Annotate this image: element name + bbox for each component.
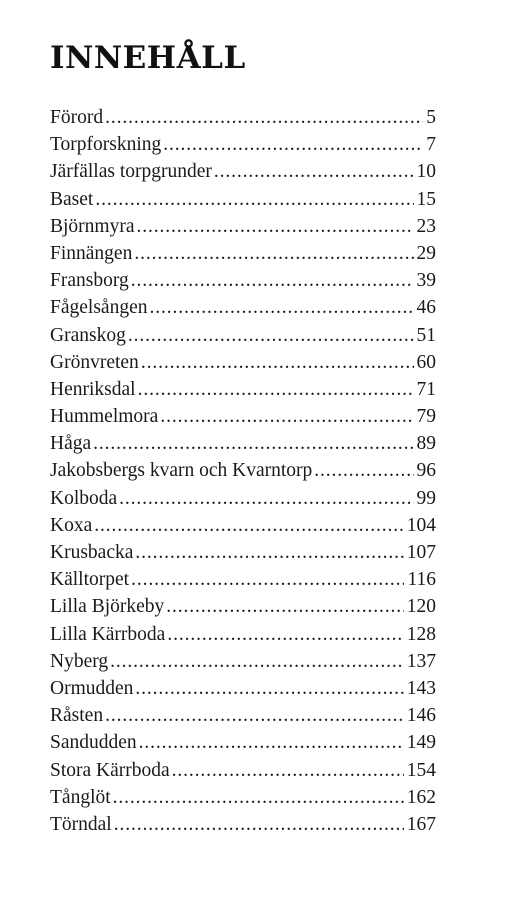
dot-leader — [166, 596, 403, 618]
toc-entry — [50, 460, 436, 487]
toc-entry — [50, 161, 436, 188]
toc-entry-page-number: 15 — [416, 188, 436, 210]
dot-leader — [149, 297, 413, 319]
dot-leader — [138, 379, 414, 401]
toc-entry — [50, 433, 436, 460]
toc-entry-title: Björnmyra — [50, 215, 135, 237]
toc-entry — [50, 705, 436, 732]
toc-entry-title: Törndal — [50, 813, 112, 835]
dot-leader — [160, 406, 413, 428]
toc-entry — [50, 189, 436, 216]
toc-entry-page-number: 46 — [416, 297, 436, 319]
dot-leader — [128, 325, 414, 347]
toc-entry-page-number: 137 — [406, 650, 436, 672]
toc-entry-page-number: 120 — [406, 596, 436, 618]
toc-entry-page-number: 149 — [406, 732, 436, 754]
toc-entry — [50, 406, 436, 433]
toc-entry-page-number: 51 — [416, 324, 436, 346]
toc-entry — [50, 760, 436, 787]
dot-leader — [136, 216, 413, 238]
toc-entry-page-number: 107 — [406, 542, 436, 563]
dot-leader — [94, 515, 404, 537]
toc-entry — [50, 814, 436, 841]
toc-entry-title: Sandudden — [50, 732, 137, 754]
toc-entry-title: Koxa — [50, 514, 93, 536]
dot-leader — [135, 678, 403, 700]
toc-entry-title: Hummelmora — [50, 406, 159, 428]
toc-entry-page-number: 71 — [416, 378, 436, 400]
dot-leader — [139, 732, 404, 754]
dot-leader — [141, 352, 414, 374]
toc-entry — [50, 379, 436, 406]
dot-leader — [172, 760, 404, 782]
toc-entry-title: Råsten — [50, 705, 104, 727]
toc-entry-title: Lilla Björkeby — [50, 596, 165, 618]
toc-entry-page-number: 143 — [406, 677, 436, 699]
toc-entry-page-number: 60 — [416, 351, 436, 373]
dot-leader — [314, 460, 413, 482]
toc-entry — [50, 352, 436, 379]
toc-entry-title: Fågelsången — [50, 297, 148, 319]
toc-entry-page-number: 89 — [416, 433, 436, 455]
dot-leader — [105, 705, 404, 727]
toc-entry-page-number: 116 — [407, 569, 436, 591]
toc-entry-page-number: 96 — [416, 460, 436, 482]
toc-entry-page-number: 99 — [416, 487, 436, 509]
toc-entry-title: Järfällas torpgrunder — [50, 161, 212, 183]
dot-leader — [131, 270, 414, 292]
dot-leader — [114, 814, 404, 836]
toc-entry-title: Granskog — [50, 324, 126, 346]
toc-entry — [50, 732, 436, 759]
toc-entry-page-number: 162 — [406, 786, 436, 808]
toc-entry — [50, 787, 436, 814]
toc-entry — [50, 243, 436, 270]
toc-entry — [50, 596, 436, 623]
toc-entry-title: Tånglöt — [50, 786, 111, 808]
toc-entry — [50, 488, 436, 515]
toc-entry-page-number: 154 — [406, 759, 436, 781]
toc-entry-page-number: 5 — [426, 107, 436, 128]
toc-entry-page-number: 104 — [406, 514, 436, 536]
toc-entry-page-number: 10 — [416, 161, 436, 183]
toc-entry-title: Henriksdal — [50, 378, 136, 400]
toc-entry — [50, 107, 436, 134]
toc-entry — [50, 297, 436, 324]
dot-leader — [214, 161, 414, 183]
toc-entry-page-number: 167 — [406, 813, 436, 835]
toc-entry-title: Förord — [50, 107, 104, 128]
dot-leader — [134, 243, 413, 265]
dot-leader — [135, 542, 403, 564]
toc-entry-title: Ormudden — [50, 677, 134, 699]
toc-entry-title: Lilla Kärrboda — [50, 623, 166, 645]
dot-leader — [167, 624, 403, 646]
page-title: INNEHÅLL — [50, 40, 246, 76]
toc-entry — [50, 624, 436, 651]
dot-leader — [110, 651, 404, 673]
toc-entry-page-number: 79 — [416, 406, 436, 428]
dot-leader — [105, 107, 423, 129]
toc-entry — [50, 134, 436, 161]
dot-leader — [113, 787, 404, 809]
dot-leader — [119, 488, 413, 510]
toc-entry-page-number: 23 — [416, 215, 436, 237]
dot-leader — [93, 433, 413, 455]
toc-entry-title: Torpforskning — [50, 134, 162, 156]
toc-entry — [50, 651, 436, 678]
toc-entry-page-number: 29 — [416, 242, 436, 264]
toc-entry-title: Kolboda — [50, 487, 118, 509]
toc-entry — [50, 515, 436, 542]
dot-leader — [131, 569, 404, 591]
toc-entry — [50, 569, 436, 596]
toc-entry — [50, 678, 436, 705]
toc-entry — [50, 216, 436, 243]
dot-leader — [163, 134, 423, 156]
toc-entry-title: Stora Kärrboda — [50, 759, 170, 781]
toc-entry-title: Fransborg — [50, 270, 129, 292]
toc-entry-title: Krusbacka — [50, 542, 134, 563]
toc-entry-page-number: 39 — [416, 270, 436, 292]
toc-entry — [50, 542, 436, 569]
toc-entry — [50, 325, 436, 352]
toc-entry-title: Baset — [50, 188, 94, 210]
table-of-contents — [50, 107, 436, 841]
toc-entry-title: Finnängen — [50, 242, 133, 264]
toc-entry — [50, 270, 436, 297]
toc-entry-title: Jakobsbergs kvarn och Kvarntorp — [50, 460, 313, 482]
toc-entry-page-number: 146 — [406, 705, 436, 727]
toc-entry-title: Grönvreten — [50, 351, 139, 373]
toc-entry-title: Källtorpet — [50, 569, 130, 591]
toc-entry-title: Nyberg — [50, 650, 109, 672]
toc-entry-title: Håga — [50, 433, 92, 455]
toc-entry-page-number: 7 — [426, 134, 436, 156]
toc-entry-page-number: 128 — [406, 623, 436, 645]
dot-leader — [95, 189, 413, 211]
